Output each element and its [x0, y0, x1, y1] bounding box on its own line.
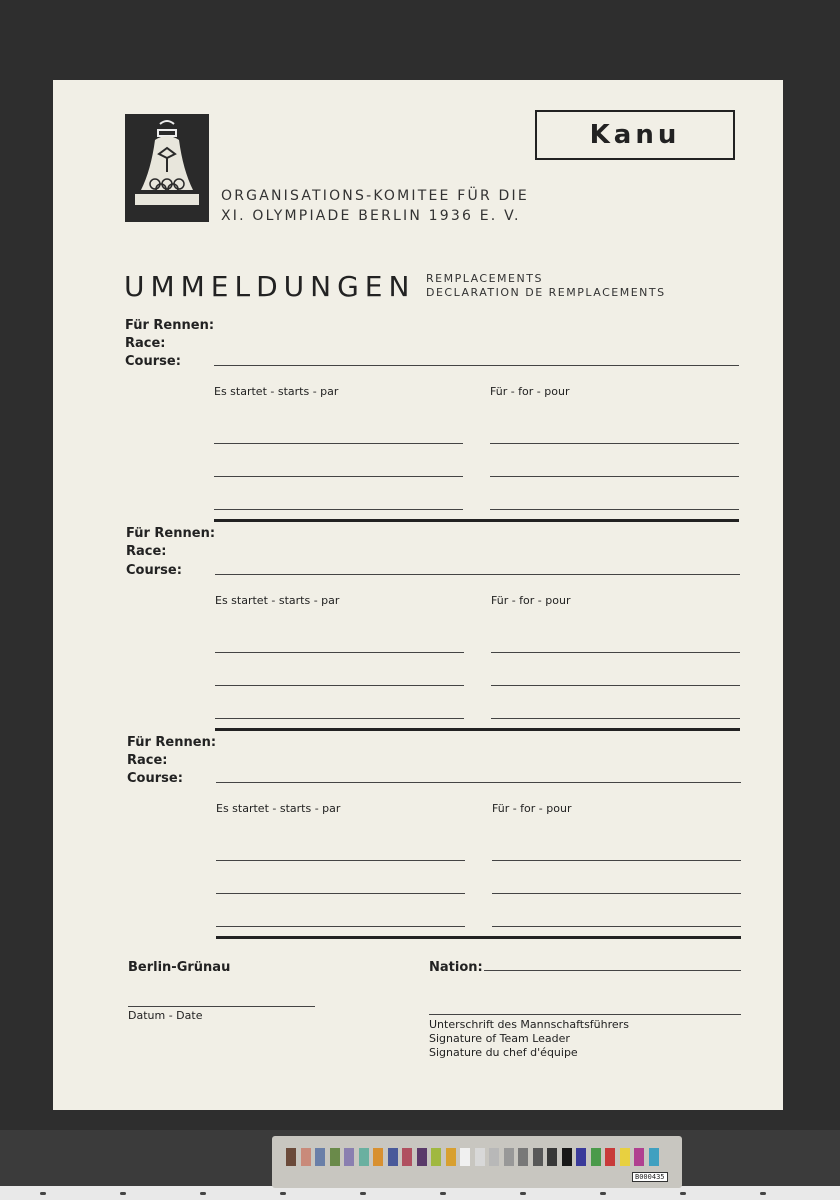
for-label: Für - for - pour	[492, 802, 572, 815]
race-label-de: Für Rennen:	[125, 318, 215, 333]
signature-label-fr: Signature du chef d'équipe	[429, 1046, 578, 1059]
race-label-de: Für Rennen:	[126, 526, 216, 541]
starts-field-line[interactable]	[216, 893, 465, 894]
starts-label: Es startet - starts - par	[215, 594, 340, 607]
color-chip	[315, 1148, 325, 1166]
color-chip	[475, 1148, 485, 1166]
org-line-1: ORGANISATIONS-KOMITEE FÜR DIE	[221, 188, 529, 204]
color-chip	[518, 1148, 528, 1166]
color-chip	[286, 1148, 296, 1166]
color-chip	[446, 1148, 456, 1166]
race-label-fr: Course:	[126, 563, 182, 578]
race-field-line[interactable]	[215, 574, 740, 575]
color-chip	[330, 1148, 340, 1166]
date-field-line[interactable]	[128, 1006, 315, 1007]
signature-field-line[interactable]	[429, 1014, 741, 1015]
for-field-line[interactable]	[491, 718, 740, 719]
color-chip	[388, 1148, 398, 1166]
color-chip	[562, 1148, 572, 1166]
color-chip	[620, 1148, 630, 1166]
signature-label-en: Signature of Team Leader	[429, 1032, 570, 1045]
color-chip	[373, 1148, 383, 1166]
for-field-line[interactable]	[491, 652, 740, 653]
color-chip	[460, 1148, 470, 1166]
starts-field-line[interactable]	[215, 652, 464, 653]
org-line-2: XI. OLYMPIADE BERLIN 1936 E. V.	[221, 208, 521, 224]
starts-field-line[interactable]	[215, 718, 464, 719]
race-label-fr: Course:	[127, 771, 183, 786]
for-field-line[interactable]	[490, 476, 739, 477]
color-chip	[605, 1148, 615, 1166]
section-divider	[216, 936, 741, 939]
signature-label-de: Unterschrift des Mannschaftsführers	[429, 1018, 629, 1031]
olympic-bell-logo	[125, 114, 209, 222]
color-chip	[576, 1148, 586, 1166]
starts-field-line[interactable]	[214, 476, 463, 477]
starts-field-line[interactable]	[216, 860, 465, 861]
form-subtitle-2: DECLARATION DE REMPLACEMENTS	[426, 286, 666, 299]
starts-field-line[interactable]	[214, 443, 463, 444]
race-label-de: Für Rennen:	[127, 735, 217, 750]
nation-field-line[interactable]	[484, 970, 741, 971]
form-title: UMMELDUNGEN	[124, 270, 416, 303]
color-chip	[359, 1148, 369, 1166]
color-chip	[489, 1148, 499, 1166]
section-divider	[215, 728, 740, 731]
color-chip	[634, 1148, 644, 1166]
color-chip	[591, 1148, 601, 1166]
color-chip	[533, 1148, 543, 1166]
for-field-line[interactable]	[490, 443, 739, 444]
race-label-fr: Course:	[125, 354, 181, 369]
color-chip	[547, 1148, 557, 1166]
race-label-en: Race:	[126, 544, 167, 559]
for-field-line[interactable]	[492, 860, 741, 861]
race-label-en: Race:	[127, 753, 168, 768]
race-field-line[interactable]	[214, 365, 739, 366]
starts-field-line[interactable]	[216, 926, 465, 927]
starts-label: Es startet - starts - par	[214, 385, 339, 398]
place-label: Berlin-Grünau	[128, 960, 231, 975]
color-chip	[344, 1148, 354, 1166]
color-chip	[301, 1148, 311, 1166]
scan-bottom-edge	[0, 1186, 840, 1200]
starts-field-line[interactable]	[214, 509, 463, 510]
bell-icon	[125, 114, 209, 222]
for-field-line[interactable]	[492, 893, 741, 894]
color-chip	[504, 1148, 514, 1166]
color-chip	[649, 1148, 659, 1166]
form-subtitle-1: REMPLACEMENTS	[426, 272, 543, 285]
color-calibration-card	[272, 1136, 682, 1188]
race-label-en: Race:	[125, 336, 166, 351]
for-field-line[interactable]	[491, 685, 740, 686]
color-chip	[402, 1148, 412, 1166]
for-label: Für - for - pour	[491, 594, 571, 607]
starts-field-line[interactable]	[215, 685, 464, 686]
nation-label: Nation:	[429, 960, 483, 975]
for-field-line[interactable]	[490, 509, 739, 510]
color-chip	[417, 1148, 427, 1166]
form-paper	[53, 80, 783, 1110]
date-label: Datum - Date	[128, 1009, 203, 1022]
starts-label: Es startet - starts - par	[216, 802, 341, 815]
race-field-line[interactable]	[216, 782, 741, 783]
sport-category-box: Kanu	[535, 110, 735, 160]
card-id-label: B000435	[632, 1172, 668, 1182]
color-chip	[431, 1148, 441, 1166]
for-field-line[interactable]	[492, 926, 741, 927]
section-divider	[214, 519, 739, 522]
for-label: Für - for - pour	[490, 385, 570, 398]
